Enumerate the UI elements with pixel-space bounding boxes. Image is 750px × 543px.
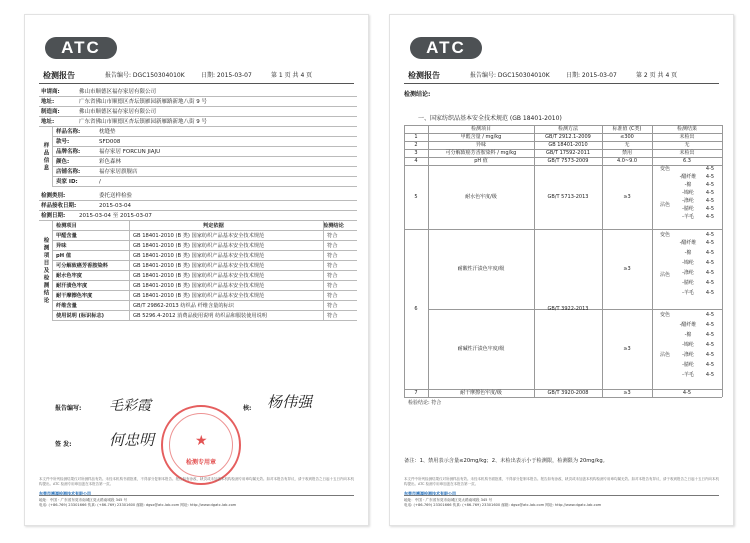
fiber-label: -腈纶: [682, 280, 694, 286]
result-row: [53, 301, 357, 311]
period-row: [39, 211, 357, 221]
sample-section-label: 样品信息: [39, 127, 53, 187]
fiber-label: -锦纶: [682, 342, 694, 348]
grade-value: 4-5: [705, 214, 715, 220]
report-title: 检测报告: [408, 71, 440, 80]
fiber-label: -锦纶: [682, 190, 694, 196]
fiber-label: -棉: [684, 182, 692, 188]
result-basis: GB 18401-2010 (B 类) 国家纺织产品基本安全技术规范: [133, 263, 265, 269]
result-basis: GB 5296.4-2012 消费品使用说明 纺织品和服装使用说明: [133, 313, 267, 319]
row-result: 4-5: [682, 390, 692, 396]
row-number: 2: [414, 142, 418, 148]
row-result: 未检出: [679, 134, 695, 140]
grade-value: 4-5: [705, 362, 715, 368]
grade-value: 4-5: [705, 372, 715, 378]
result-conclusion: 符合: [327, 283, 338, 289]
result-item: 纤维含量: [56, 303, 77, 309]
result-header-conclusion: 检测结论: [323, 223, 344, 229]
footer-rule: [39, 495, 354, 496]
signer-signature: 何忠明: [109, 431, 155, 449]
atc-logo: ATC: [410, 37, 482, 59]
result-item: 异味: [56, 243, 67, 249]
grade-value: 4-5: [705, 182, 715, 188]
result-row: [53, 291, 357, 301]
applicant-row: [39, 87, 357, 97]
grade-value: 4-5: [705, 166, 715, 172]
grade-value: 4-5: [705, 332, 715, 338]
sample-row: [53, 157, 357, 167]
row-requirement: 无: [624, 142, 630, 148]
result-header-row: [53, 221, 357, 231]
result-conclusion: 符合: [327, 303, 338, 309]
sample-row: [53, 177, 357, 187]
result-item: 耐水色牢度: [56, 273, 82, 279]
company-address: 地址：中国・广东省东莞市南城区莞太路南城段 345 号: [404, 498, 493, 502]
fiber-label: -棉: [684, 250, 692, 256]
grade-value: 4-5: [705, 290, 715, 296]
fiber-label: -醋纤维: [679, 240, 697, 246]
maker-address-row: [39, 117, 357, 127]
table-divider: [323, 221, 324, 321]
result-item: 耐汗渍色牢度: [56, 283, 88, 289]
row-item: 甲醛含量 / mg/kg: [460, 134, 502, 140]
company-address: 地址：中国・广东省东莞市南城区莞太路南城段 345 号: [39, 498, 128, 502]
row-requirement: ≥3: [623, 266, 631, 272]
sample-row: [53, 147, 357, 157]
reviewer-label: 核:: [243, 405, 252, 412]
result-basis: GB 18401-2010 (B 类) 国家纺织产品基本安全技术规范: [133, 253, 265, 259]
grade-value: 4-5: [705, 250, 715, 256]
result-conclusion: 符合: [327, 253, 338, 259]
result-conclusion: 符合: [327, 293, 338, 299]
result-row: [53, 241, 357, 251]
result-conclusion: 符合: [327, 263, 338, 269]
row-requirement: 4.0~9.0: [616, 158, 638, 164]
fiber-label: -羊毛: [682, 372, 694, 378]
result-basis: GB/T 29862-2013 纺织品 纤维含量的标识: [133, 303, 234, 309]
company-name: 东莞市溯源检测技术有限公司: [39, 491, 91, 496]
result-item: pH 值: [56, 253, 72, 259]
applicant-value: 佛山市顺德区福存家居有限公司: [79, 89, 157, 95]
received-label: 样品接收日期:: [41, 203, 77, 209]
result-basis: GB 18401-2010 (B 类) 国家纺织产品基本安全技术规范: [133, 273, 265, 279]
period-label: 检测日期:: [41, 213, 66, 219]
row-method: GB/T 17592-2011: [545, 150, 591, 156]
header-rule: [39, 83, 354, 84]
row-method: GB/T 5713-2013: [547, 194, 589, 200]
address-value: 广东省佛山市顺德区杏坛镇雁园新雁路新地八街 9 号: [79, 99, 207, 105]
result-basis: GB 18401-2010 (B 类) 国家纺织产品基本安全技术规范: [133, 243, 265, 249]
result-conclusion: 符合: [327, 313, 338, 319]
applicant-label: 申请商:: [41, 89, 60, 95]
test-type-label: 检测类别:: [41, 193, 66, 199]
row-number: 7: [414, 390, 418, 396]
result-row: [53, 251, 357, 261]
company-contact: 电话: (+86-769) 23301666 传真: (+86-769) 23301600 邮箱: dgsx@atc-lab.com 网址: http://www.dgatc-lab.com: [404, 503, 602, 507]
sample-value: /: [99, 179, 101, 185]
header-result: 检测结果: [676, 126, 697, 132]
grade-value: 4-5: [705, 280, 715, 286]
grade-value: 4-5: [705, 352, 715, 358]
sample-value: 彩色森林: [99, 159, 122, 165]
grade-value: 4-5: [705, 322, 715, 328]
results-table: [404, 125, 722, 443]
conclusion-line: 检验结论: 符合: [408, 400, 442, 406]
conclusion-section-title: 检测结论:: [404, 91, 431, 98]
grade-value: 4-5: [705, 240, 715, 246]
compiler-signature: 毛彩霞: [109, 398, 151, 414]
star-icon: ★: [195, 433, 208, 449]
company-contact: 电话: (+86-769) 23301666 传真: (+86-769) 23301600 邮箱: dgsx@atc-lab.com 网址: http://www.dgatc-lab.com: [39, 503, 237, 507]
result-item: 耐干摩擦色牢度: [56, 293, 93, 299]
grade-value: 4-5: [705, 190, 715, 196]
page-header: [43, 70, 355, 82]
result-item: 可分解致癌芳香胺染料: [56, 263, 108, 269]
grade-value: 4-5: [705, 342, 715, 348]
row-number: 4: [414, 158, 418, 164]
test-type-row: [39, 191, 357, 201]
standard-subtitle: 一、国家纺织品基本安全技术规范 (GB 18401-2010): [418, 115, 562, 122]
company-footer: [404, 491, 601, 508]
result-basis: GB 18401-2010 (B 类) 国家纺织产品基本安全技术规范: [133, 233, 265, 239]
page-indicator: 第 1 页 共 4 页: [271, 72, 313, 79]
row-item: 异味: [475, 142, 486, 148]
fiber-label: -羊毛: [682, 214, 694, 220]
report-page-1: [24, 14, 369, 526]
result-row: [53, 231, 357, 241]
address-label: 地址:: [41, 99, 55, 105]
test-stamp: [161, 405, 241, 485]
test-type-value: 委托送样检验: [99, 193, 133, 199]
reviewer-signature: 杨伟强: [267, 393, 313, 411]
row-method: GB 18401-2010: [548, 142, 588, 148]
report-page-2: [389, 14, 734, 526]
result-conclusion: 符合: [327, 273, 338, 279]
fiber-label: -腈纶: [682, 362, 694, 368]
row-number: 6: [414, 306, 418, 312]
page-indicator: 第 2 页 共 4 页: [636, 72, 678, 79]
fiber-label: -醋纤维: [679, 174, 697, 180]
result-header-item: 检测项目: [56, 223, 77, 229]
row-method: GB/T 3920-2008: [547, 390, 589, 396]
report-number: 报告编号: DGC150304010K: [470, 72, 550, 79]
footer-rule: [404, 495, 719, 496]
sample-key: 颜色:: [56, 159, 70, 165]
address-row: [39, 97, 357, 107]
row-result: 未检出: [679, 150, 695, 156]
signer-label: 签 发:: [55, 441, 72, 448]
result-item: 甲醛含量: [56, 233, 77, 239]
staining-label: 沾色: [659, 272, 670, 278]
maker-address-label: 地址:: [41, 119, 55, 125]
atc-logo: ATC: [45, 37, 117, 59]
header-rule: [404, 83, 719, 84]
period-value: 2015-03-04 至 2015-03-07: [79, 213, 152, 219]
color-change-label: 变色: [659, 166, 670, 172]
result-row: [53, 261, 357, 271]
received-value: 2015-03-04: [99, 203, 131, 209]
grade-value: 4-5: [705, 312, 715, 318]
row-number: 5: [414, 194, 418, 200]
sample-value: SFD008: [99, 139, 121, 145]
sample-key: 卖家 ID:: [56, 179, 78, 185]
result-conclusion: 符合: [327, 233, 338, 239]
fiber-label: -棉: [684, 332, 692, 338]
footnote: 本文件中所列检测结果仅对所测样品有效。未经本机构书面批准，不得部分复制本报告。报告如有涂改、缺页或未加盖本机构检测专用章均属无效。如对本报告有异议，请于收到报告之日起十五日内向本机构提出。ATC 检测专用章加盖在本报告第一页。: [404, 477, 719, 486]
row-item: 耐干摩擦色牢度/级: [460, 390, 502, 396]
report-title: 检测报告: [43, 71, 75, 80]
row-number: 1: [414, 134, 418, 140]
remark: 备注：1、禁用表示含量≤20mg/kg；2、未检出表示小于检测限，检测限为 20mg/kg。: [404, 458, 608, 464]
row-item: pH 值: [474, 158, 488, 164]
company-footer: [39, 491, 236, 508]
report-date: 日期: 2015-03-07: [201, 72, 252, 79]
row-number: 3: [414, 150, 418, 156]
fiber-label: -涤纶: [682, 198, 694, 204]
maker-value: 佛山市顺德区福存家居有限公司: [79, 109, 157, 115]
grade-value: 4-5: [705, 270, 715, 276]
sample-value: 福存家居旗舰店: [99, 169, 138, 175]
row-item: 耐水色牢度/级: [465, 194, 497, 200]
stamp-label: 检测专用章: [185, 459, 216, 466]
row-requirement: 禁用: [621, 150, 632, 156]
color-change-label: 变色: [659, 232, 670, 238]
maker-label: 制造商:: [41, 109, 60, 115]
result-section-label: 检测项目及检测结论: [39, 221, 53, 321]
page-header: [408, 70, 720, 82]
sample-value: 福存家居 FORCUN JIAJU: [99, 149, 161, 155]
color-change-label: 变色: [659, 312, 670, 318]
sample-row: [53, 167, 357, 177]
header-item: 检测项目: [470, 126, 491, 132]
sample-row: [53, 127, 357, 137]
sample-row: [53, 137, 357, 147]
company-name: 东莞市溯源检测技术有限公司: [404, 491, 456, 496]
report-number: 报告编号: DGC150304010K: [105, 72, 185, 79]
grade-value: 4-5: [705, 198, 715, 204]
table-divider: [129, 221, 130, 321]
row-requirement: ≥3: [623, 346, 631, 352]
footnote: 本文件中所列检测结果仅对所测样品有效。未经本机构书面批准，不得部分复制本报告。报告如有涂改、缺页或未加盖本机构检测专用章均属无效。如对本报告有异议，请于收到报告之日起十五日内向本机构提出。ATC 检测专用章加盖在本报告第一页。: [39, 477, 354, 486]
row-method: GB/T 7573-2009: [547, 158, 589, 164]
row-requirement: ≤300: [620, 134, 634, 140]
result-row: [53, 281, 357, 291]
result-item: 使用说明 (标识标志): [56, 313, 105, 319]
header-method: 检测方法: [557, 126, 578, 132]
sample-key: 店铺名称:: [56, 169, 81, 175]
sample-key: 品牌名称:: [56, 149, 81, 155]
compiler-label: 报告编写:: [55, 405, 82, 412]
result-row: [53, 311, 357, 321]
result-basis: GB 18401-2010 (B 类) 国家纺织产品基本安全技术规范: [133, 293, 265, 299]
fiber-label: -腈纶: [682, 206, 694, 212]
staining-label: 沾色: [659, 352, 670, 358]
sample-key: 款号:: [56, 139, 70, 145]
row-method: GB/T 3922-2013: [547, 306, 589, 312]
fiber-label: -涤纶: [682, 352, 694, 358]
grade-value: 4-5: [705, 174, 715, 180]
row-result: 无: [684, 142, 690, 148]
row-method: GB/T 2912.1-2009: [545, 134, 591, 140]
row-item: 耐碱性汗渍色牢度/级: [457, 346, 505, 352]
row-requirement: ≥3: [623, 194, 631, 200]
received-row: [39, 201, 357, 211]
fiber-label: -羊毛: [682, 290, 694, 296]
result-row: [53, 271, 357, 281]
row-requirement: ≥3: [623, 390, 631, 396]
row-item: 可分解致癌芳香胺染料 / mg/kg: [445, 150, 517, 156]
staining-label: 沾色: [659, 202, 670, 208]
sample-value: 枕缝垫: [99, 129, 116, 135]
header-requirement: 标准值 (C类): [612, 126, 642, 132]
report-date: 日期: 2015-03-07: [566, 72, 617, 79]
sample-key: 样品名称:: [56, 129, 81, 135]
fiber-label: -醋纤维: [679, 322, 697, 328]
result-header-basis: 判定依据: [203, 223, 224, 229]
fiber-label: -涤纶: [682, 270, 694, 276]
grade-value: 4-5: [705, 206, 715, 212]
grade-value: 4-5: [705, 260, 715, 266]
row-item: 耐酸性汗渍色牢度/级: [457, 266, 505, 272]
row-result: 6.3: [683, 158, 691, 164]
maker-address-value: 广东省佛山市顺德区杏坛镇雁园新雁路新地八街 9 号: [79, 119, 207, 125]
fiber-label: -锦纶: [682, 260, 694, 266]
result-basis: GB 18401-2010 (B 类) 国家纺织产品基本安全技术规范: [133, 283, 265, 289]
grade-value: 4-5: [705, 232, 715, 238]
result-conclusion: 符合: [327, 243, 338, 249]
maker-row: [39, 107, 357, 117]
